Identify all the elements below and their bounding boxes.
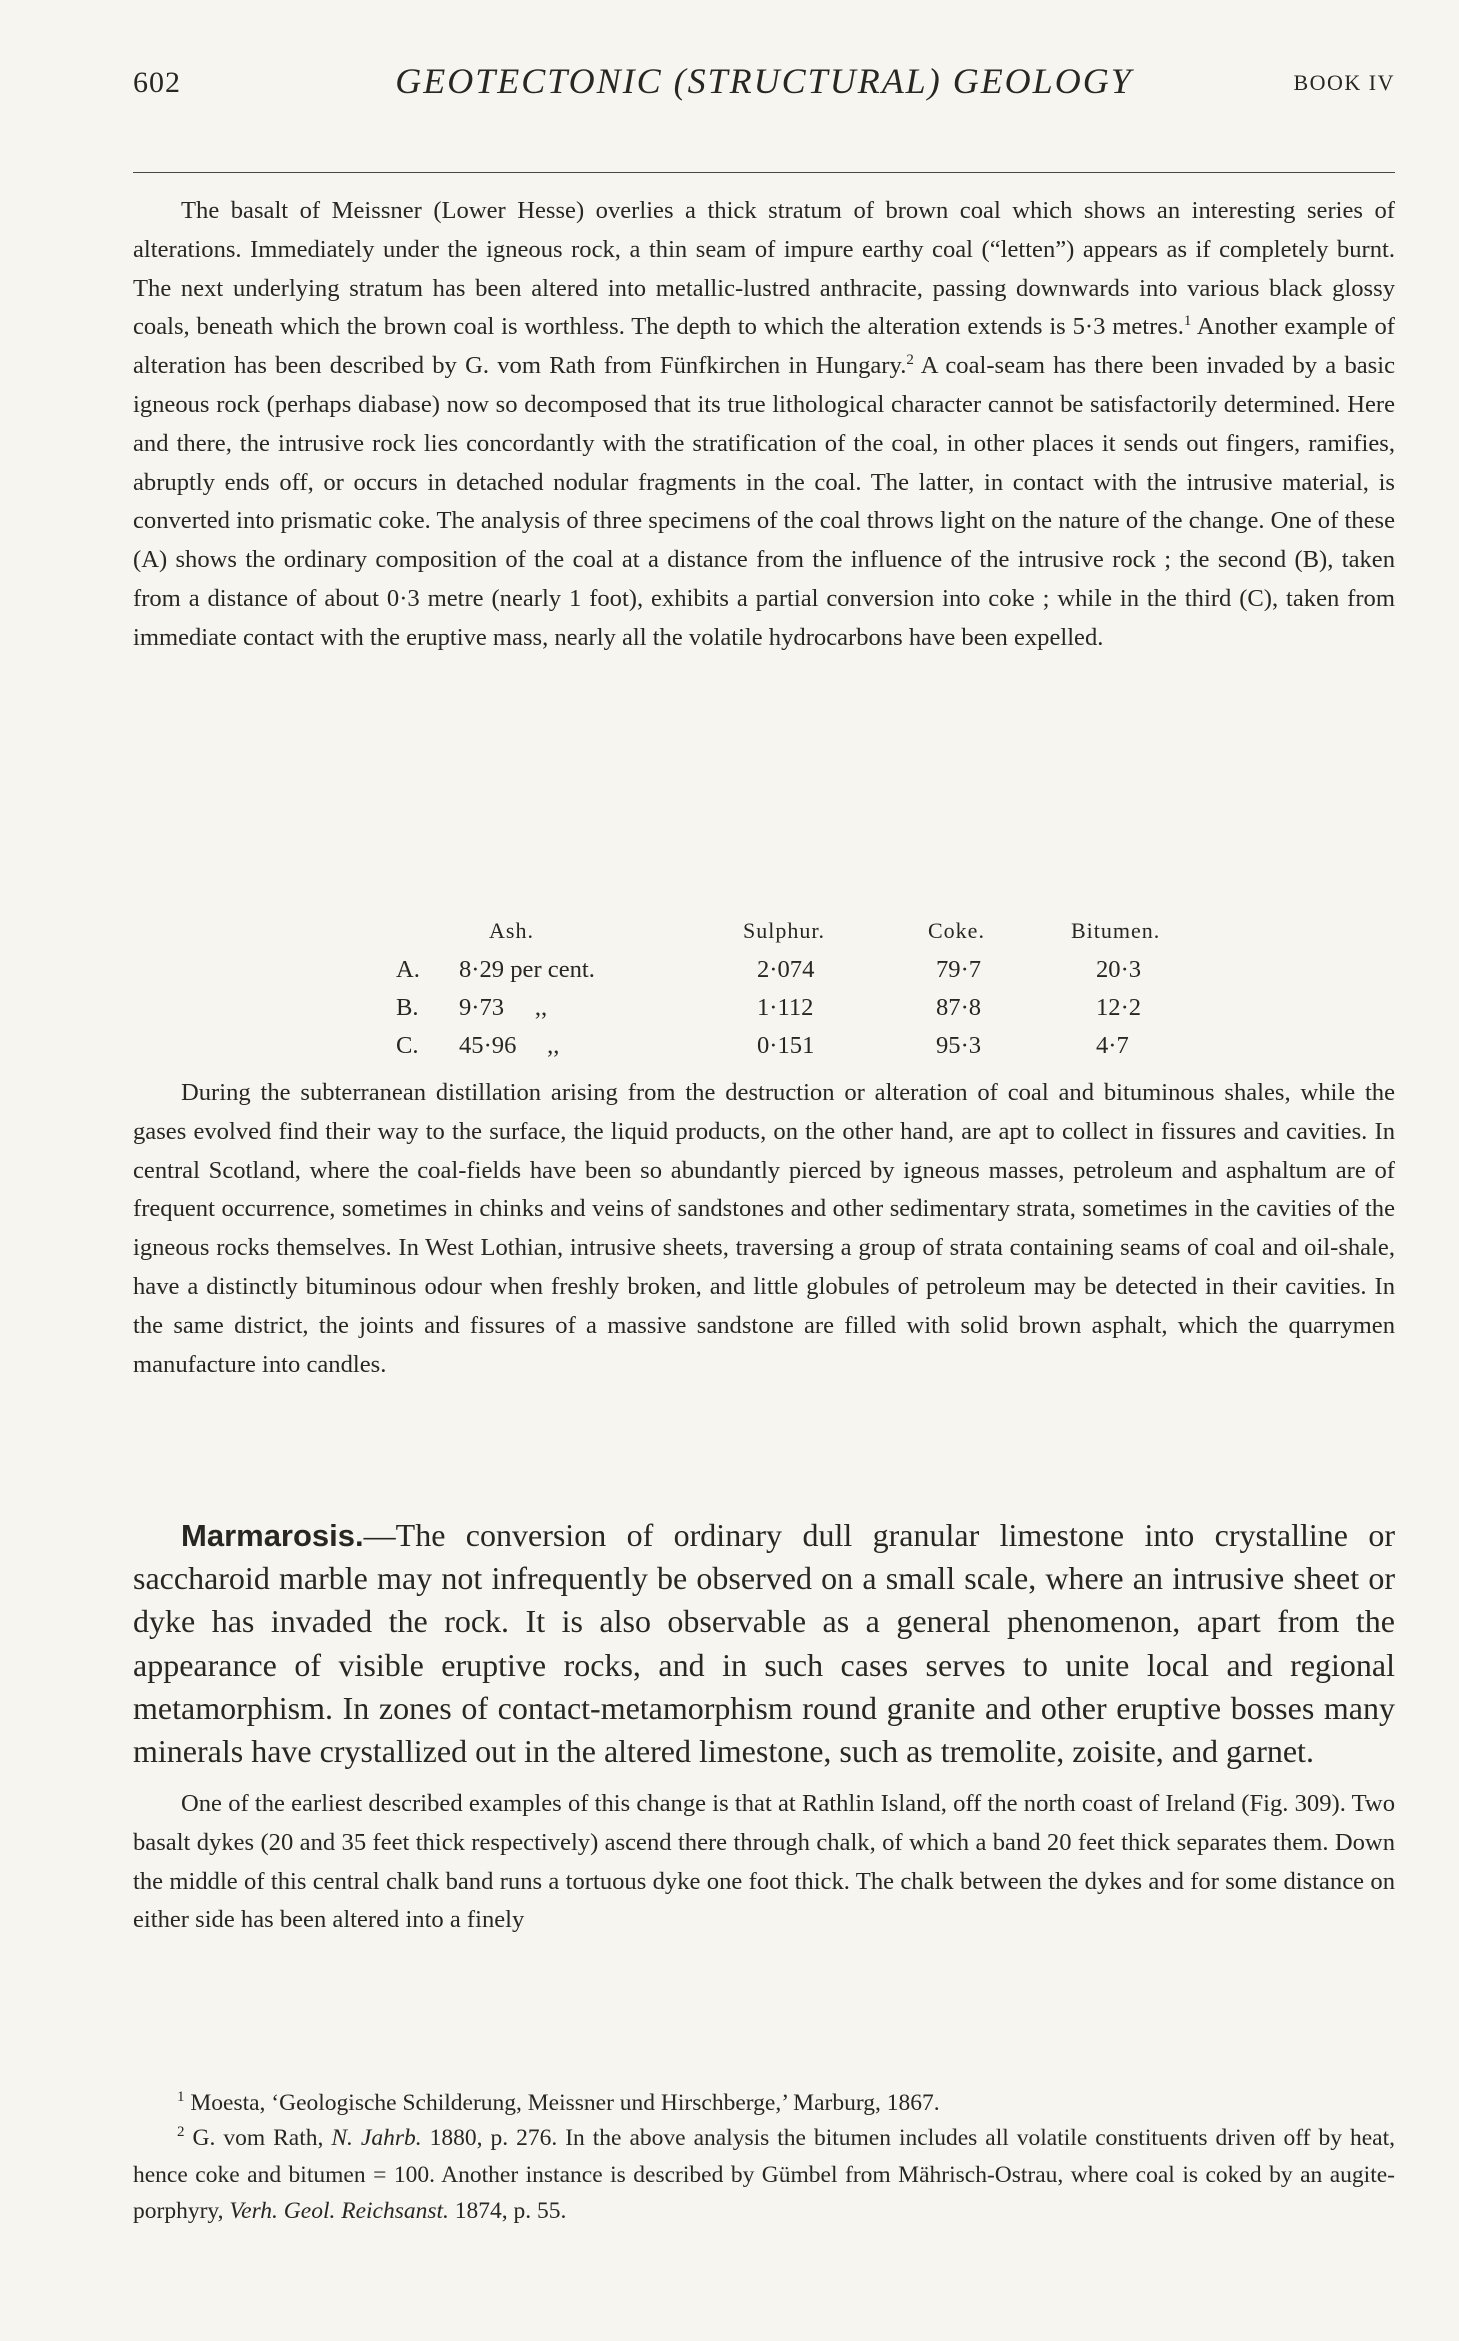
cell-sulphur: 2·074 <box>757 956 815 983</box>
running-header <box>133 60 1395 110</box>
cell-ash: 8·29 per cent. <box>459 956 595 983</box>
book-label: BOOK IV <box>1293 70 1395 95</box>
footnote-text: Moesta, ‘Geologische Schilderung, Meissner und Hirschberge,’ Marburg, 1867. <box>184 2090 940 2116</box>
footnote-text: 1874, p. 55. <box>448 2198 567 2224</box>
row-label: A. <box>396 956 420 983</box>
column-header-ash: Ash. <box>489 918 534 943</box>
footnote-text: G. vom Rath, <box>184 2125 332 2151</box>
journal-title: Verh. Geol. Reichsanst. <box>229 2198 449 2224</box>
section-heading-marmarosis: Marmarosis. <box>181 1518 364 1553</box>
table-row <box>133 956 1395 994</box>
cell-bitumen: 4·7 <box>1096 1032 1129 1059</box>
footnote-text: 1880, p. 276. In the above analysis the bitumen includes all volatile constituents driven off by heat, hence coke and bitumen = 100. Another instance is described by Gümbel from Mährisch-Ostrau, where coal is coked by an augite-porphyry, <box>133 2125 1395 2224</box>
running-title: GEOTECTONIC (STRUCTURAL) GEOLOGY <box>395 61 1133 101</box>
row-label: C. <box>396 1032 419 1059</box>
footnote-2 <box>133 2120 1395 2230</box>
cell-ash: 9·73 ,, <box>459 994 548 1021</box>
column-header-bitumen: Bitumen. <box>1071 918 1161 943</box>
paragraph-meissner <box>133 192 1395 658</box>
cell-sulphur: 0·151 <box>757 1032 815 1059</box>
paragraph-text: A coal-seam has there been invaded by a basic igneous rock (perhaps diabase) now so decomposed that its true lithological character cannot be satisfactorily determined. Here and there, the intrusive rock lies concordantly with the stratification of the coal, in other places it sends out fingers, ramifies, abruptly ends off, or occurs in detached nodular fragments in the coal. The latter, in contact with the intrusive material, is converted into prismatic coke. The analysis of three specimens of the coal throws light on the nature of the change. One of these (A) shows the ordinary composition of the coal at a distance from the influence of the intrusive rock ; the second (B), taken from a distance of about 0·3 metre (nearly 1 foot), exhibits a partial conversion into coke ; while in the third (C), taken from immediate contact with the eruptive mass, nearly all the volatile hydrocarbons have been expelled. <box>133 352 1395 651</box>
column-header-coke: Coke. <box>928 918 985 943</box>
page-number: 602 <box>133 66 181 99</box>
paragraph-text: Another example of alteration has been described by G. vom Rath from Fünfkirchen in Hungary. <box>133 313 1395 380</box>
footnote-ref-1: 1 <box>1183 313 1192 330</box>
page <box>133 60 1395 2224</box>
table-row <box>133 994 1395 1032</box>
journal-title: N. Jahrb. <box>331 2125 422 2151</box>
table-row <box>133 1032 1395 1070</box>
row-label: B. <box>396 994 419 1021</box>
footnote-mark: 1 <box>177 2089 185 2106</box>
coal-analysis-table <box>133 918 1395 1070</box>
paragraph-text: —The conversion of ordinary dull granular limestone into crystalline or saccharoid marble may not infrequently be observed on a small scale, where an intrusive sheet or dyke has invaded the rock. It is also observable as a general phenomenon, apart from the appearance of visible eruptive rocks, and in such cases serves to unite local and regional metamorphism. In zones of contact-metamorphism round granite and other eruptive bosses many minerals have crystallized out in the altered limestone, such as tremolite, zoisite, and garnet. <box>133 1517 1395 1770</box>
paragraph-text: The basalt of Meissner (Lower Hesse) overlies a thick stratum of brown coal which shows an interesting series of alterations. Immediately under the igneous rock, a thin seam of impure earthy coal (“letten”) appears as if completely burnt. The next underlying stratum has been altered into metallic-lustred anthracite, passing downwards into various black glossy coals, beneath which the brown coal is worthless. The depth to which the alteration extends is 5·3 metres. <box>133 197 1395 341</box>
cell-ash: 45·96 ,, <box>459 1032 560 1059</box>
footnote-mark: 2 <box>177 2124 185 2141</box>
cell-coke: 95·3 <box>936 1032 982 1059</box>
footnote-1 <box>133 2085 1395 2122</box>
header-rule <box>133 172 1395 173</box>
cell-coke: 79·7 <box>936 956 982 983</box>
footnote-ref-2: 2 <box>906 352 914 368</box>
cell-coke: 87·8 <box>936 994 982 1021</box>
cell-sulphur: 1·112 <box>757 994 814 1021</box>
cell-bitumen: 12·2 <box>1096 994 1142 1021</box>
paragraph-distillation: During the subterranean distillation arising from the destruction or alteration of coal and bituminous shales, while the gases evolved find their way to the surface, the liquid products, on the other hand, are apt to collect in fissures and cavities. In central Scotland, where the coal-fields have been so abundantly pierced by igneous masses, petroleum and asphaltum are of frequent occurrence, sometimes in chinks and veins of sandstones and other sedimentary strata, sometimes in the cavities of the igneous rocks themselves. In West Lothian, intrusive sheets, traversing a group of strata containing seams of coal and oil-shale, have a distinctly bituminous odour when freshly broken, and little globules of petroleum may be detected in their cavities. In the same district, the joints and fissures of a massive sandstone are filled with solid brown asphalt, which the quarrymen manufacture into candles. <box>133 1079 1395 1378</box>
paragraph-rathlin: One of the earliest described examples of this change is that at Rathlin Island, off the north coast of Ireland (Fig. 309). Two basalt dykes (20 and 35 feet thick respectively) ascend there through chalk, of which a band 20 feet thick separates them. Down the middle of this central chalk band runs a tortuous dyke one foot thick. The chalk between the dykes and for some distance on either side has been altered into a finely <box>133 1790 1395 1934</box>
cell-bitumen: 20·3 <box>1096 956 1142 983</box>
paragraph-marmarosis <box>133 1514 1395 1773</box>
column-header-sulphur: Sulphur. <box>743 918 825 943</box>
table-header-row <box>133 918 1395 956</box>
